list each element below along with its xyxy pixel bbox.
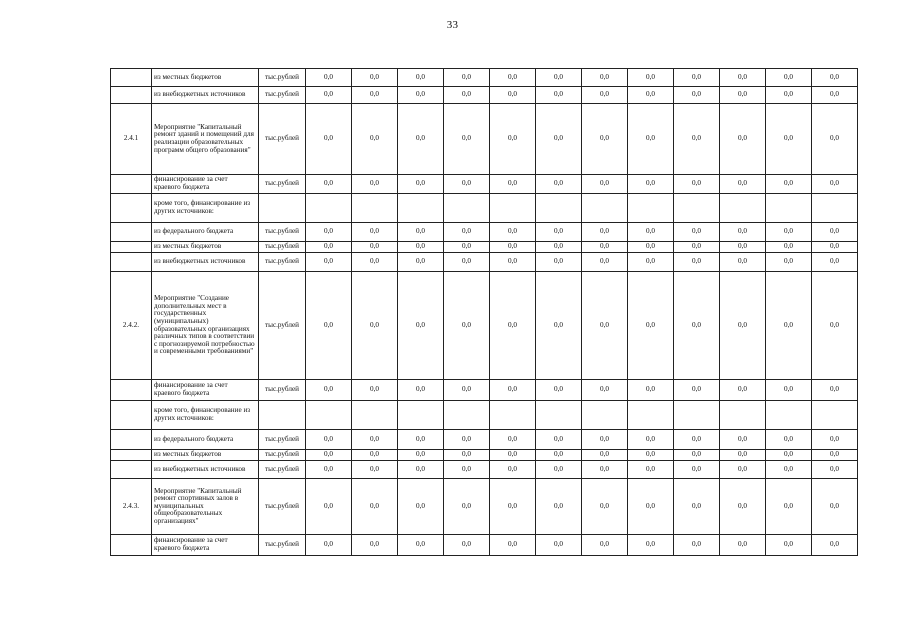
value-cell: 0,0 [766,535,812,556]
unit-cell: тыс.рублей [259,272,306,380]
value-cell: 0,0 [352,69,398,87]
value-cell: 0,0 [398,253,444,272]
unit-cell: тыс.рублей [259,87,306,104]
value-cell: 0,0 [720,430,766,450]
value-cell: 0,0 [490,450,536,461]
description-cell: Мероприятие "Капитальный ремонт зданий и помещений для реализации образовательных программ общего образования" [152,104,259,175]
value-cell: 0,0 [352,450,398,461]
value-cell: 0,0 [444,104,490,175]
value-cell: 0,0 [444,175,490,194]
value-cell: 0,0 [306,430,352,450]
value-cell: 0,0 [766,223,812,242]
unit-cell [259,401,306,430]
value-cell: 0,0 [720,450,766,461]
value-cell: 0,0 [306,69,352,87]
value-cell: 0,0 [766,272,812,380]
value-cell: 0,0 [536,69,582,87]
value-cell: 0,0 [720,242,766,253]
value-cell: 0,0 [628,104,674,175]
value-cell: 0,0 [306,380,352,401]
unit-cell: тыс.рублей [259,104,306,175]
value-cell [720,401,766,430]
value-cell: 0,0 [720,223,766,242]
row-number-cell [111,69,152,87]
value-cell: 0,0 [536,175,582,194]
value-cell: 0,0 [398,450,444,461]
table-row [111,401,858,430]
table-body [111,69,858,556]
value-cell: 0,0 [628,223,674,242]
value-cell: 0,0 [812,380,858,401]
value-cell [306,194,352,223]
value-cell: 0,0 [812,430,858,450]
value-cell: 0,0 [306,253,352,272]
value-cell: 0,0 [674,253,720,272]
unit-cell: тыс.рублей [259,430,306,450]
value-cell: 0,0 [444,253,490,272]
value-cell: 0,0 [766,380,812,401]
table-row [111,242,858,253]
value-cell: 0,0 [766,87,812,104]
row-number-cell: 2.4.1 [111,104,152,175]
value-cell [766,401,812,430]
value-cell: 0,0 [490,272,536,380]
value-cell: 0,0 [674,104,720,175]
value-cell: 0,0 [674,479,720,535]
value-cell [628,194,674,223]
value-cell [582,194,628,223]
value-cell [490,194,536,223]
unit-cell: тыс.рублей [259,450,306,461]
table-row [111,253,858,272]
unit-cell [259,194,306,223]
value-cell: 0,0 [490,69,536,87]
value-cell: 0,0 [398,87,444,104]
value-cell: 0,0 [490,223,536,242]
table-row [111,380,858,401]
value-cell: 0,0 [674,175,720,194]
value-cell: 0,0 [306,535,352,556]
unit-cell: тыс.рублей [259,223,306,242]
unit-cell: тыс.рублей [259,479,306,535]
value-cell: 0,0 [306,87,352,104]
value-cell: 0,0 [674,535,720,556]
value-cell: 0,0 [398,535,444,556]
value-cell: 0,0 [628,479,674,535]
value-cell: 0,0 [628,450,674,461]
value-cell: 0,0 [766,242,812,253]
value-cell: 0,0 [582,479,628,535]
value-cell: 0,0 [812,87,858,104]
value-cell: 0,0 [766,479,812,535]
value-cell: 0,0 [444,430,490,450]
description-cell: из местных бюджетов [152,450,259,461]
value-cell: 0,0 [444,69,490,87]
value-cell: 0,0 [444,461,490,479]
value-cell: 0,0 [352,479,398,535]
value-cell: 0,0 [536,87,582,104]
unit-cell: тыс.рублей [259,535,306,556]
value-cell: 0,0 [490,253,536,272]
value-cell: 0,0 [444,272,490,380]
value-cell: 0,0 [536,380,582,401]
value-cell: 0,0 [444,87,490,104]
unit-cell: тыс.рублей [259,242,306,253]
value-cell: 0,0 [352,535,398,556]
value-cell: 0,0 [490,535,536,556]
value-cell: 0,0 [490,87,536,104]
value-cell: 0,0 [628,461,674,479]
value-cell: 0,0 [490,461,536,479]
description-cell: из федерального бюджета [152,223,259,242]
value-cell: 0,0 [490,479,536,535]
value-cell: 0,0 [720,479,766,535]
row-number-cell [111,430,152,450]
value-cell: 0,0 [720,461,766,479]
value-cell [352,194,398,223]
value-cell: 0,0 [352,223,398,242]
value-cell [720,194,766,223]
value-cell: 0,0 [352,272,398,380]
row-number-cell [111,87,152,104]
value-cell: 0,0 [720,535,766,556]
description-cell: кроме того, финансирование из других источников: [152,194,259,223]
value-cell: 0,0 [352,104,398,175]
row-number-cell: 2.4.3. [111,479,152,535]
value-cell [444,194,490,223]
value-cell: 0,0 [720,175,766,194]
row-number-cell [111,401,152,430]
value-cell: 0,0 [582,380,628,401]
value-cell [582,401,628,430]
value-cell: 0,0 [720,104,766,175]
value-cell: 0,0 [766,461,812,479]
value-cell: 0,0 [674,242,720,253]
table-row [111,430,858,450]
value-cell: 0,0 [444,535,490,556]
table-row [111,69,858,87]
value-cell: 0,0 [812,272,858,380]
value-cell [444,401,490,430]
value-cell: 0,0 [444,450,490,461]
value-cell [536,401,582,430]
unit-cell: тыс.рублей [259,175,306,194]
value-cell: 0,0 [398,380,444,401]
value-cell: 0,0 [490,104,536,175]
value-cell: 0,0 [582,104,628,175]
value-cell: 0,0 [674,87,720,104]
value-cell [352,401,398,430]
value-cell: 0,0 [628,380,674,401]
value-cell: 0,0 [536,430,582,450]
value-cell: 0,0 [398,69,444,87]
value-cell: 0,0 [628,253,674,272]
value-cell: 0,0 [306,479,352,535]
value-cell: 0,0 [398,175,444,194]
description-cell: кроме того, финансирование из других источников: [152,401,259,430]
value-cell: 0,0 [582,535,628,556]
description-cell: Мероприятие "Капитальный ремонт спортивных залов в муниципальных общеобразовательных организациях" [152,479,259,535]
row-number-cell [111,242,152,253]
value-cell: 0,0 [582,242,628,253]
table-row [111,175,858,194]
value-cell: 0,0 [444,479,490,535]
value-cell: 0,0 [628,242,674,253]
value-cell: 0,0 [352,430,398,450]
value-cell: 0,0 [674,223,720,242]
value-cell [674,401,720,430]
value-cell: 0,0 [812,535,858,556]
table-row [111,461,858,479]
value-cell: 0,0 [720,253,766,272]
value-cell: 0,0 [628,535,674,556]
value-cell: 0,0 [674,450,720,461]
description-cell: из федерального бюджета [152,430,259,450]
value-cell: 0,0 [582,223,628,242]
value-cell: 0,0 [490,380,536,401]
value-cell [628,401,674,430]
budget-table [110,68,858,556]
value-cell: 0,0 [720,87,766,104]
table-row [111,450,858,461]
value-cell: 0,0 [306,272,352,380]
description-cell: из внебюджетных источников [152,87,259,104]
value-cell: 0,0 [674,272,720,380]
value-cell: 0,0 [812,223,858,242]
value-cell: 0,0 [582,272,628,380]
value-cell: 0,0 [720,380,766,401]
value-cell [306,401,352,430]
value-cell: 0,0 [812,450,858,461]
table-row [111,535,858,556]
unit-cell: тыс.рублей [259,69,306,87]
value-cell: 0,0 [766,450,812,461]
value-cell: 0,0 [720,272,766,380]
value-cell [398,401,444,430]
value-cell: 0,0 [306,450,352,461]
value-cell: 0,0 [766,104,812,175]
value-cell: 0,0 [536,450,582,461]
value-cell: 0,0 [536,461,582,479]
value-cell: 0,0 [444,242,490,253]
value-cell: 0,0 [536,272,582,380]
value-cell: 0,0 [628,272,674,380]
value-cell: 0,0 [306,242,352,253]
value-cell: 0,0 [582,450,628,461]
value-cell: 0,0 [398,104,444,175]
value-cell: 0,0 [766,253,812,272]
value-cell: 0,0 [812,253,858,272]
row-number-cell [111,450,152,461]
value-cell: 0,0 [628,69,674,87]
value-cell: 0,0 [490,242,536,253]
value-cell: 0,0 [582,461,628,479]
table-row [111,272,858,380]
value-cell: 0,0 [720,69,766,87]
row-number-cell [111,194,152,223]
value-cell: 0,0 [398,461,444,479]
value-cell: 0,0 [398,242,444,253]
value-cell: 0,0 [398,272,444,380]
row-number-cell [111,461,152,479]
value-cell: 0,0 [352,253,398,272]
value-cell [398,194,444,223]
value-cell: 0,0 [536,253,582,272]
description-cell: Мероприятие "Создание дополнительных мест в государственных (муниципальных) образовательных организациях различных типов в соответствии с прогнозируемой потребностью и современными требованиями" [152,272,259,380]
value-cell: 0,0 [306,461,352,479]
table-row [111,479,858,535]
value-cell: 0,0 [812,461,858,479]
value-cell: 0,0 [812,479,858,535]
value-cell: 0,0 [536,104,582,175]
value-cell: 0,0 [352,87,398,104]
value-cell: 0,0 [352,461,398,479]
value-cell: 0,0 [582,87,628,104]
description-cell: финансирование за счет краевого бюджета [152,535,259,556]
description-cell: из местных бюджетов [152,242,259,253]
value-cell: 0,0 [490,175,536,194]
value-cell: 0,0 [628,87,674,104]
value-cell [766,194,812,223]
value-cell: 0,0 [582,430,628,450]
description-cell: из внебюджетных источников [152,461,259,479]
value-cell: 0,0 [306,104,352,175]
table-row [111,87,858,104]
table-row [111,194,858,223]
value-cell: 0,0 [306,223,352,242]
value-cell: 0,0 [352,380,398,401]
description-cell: из внебюджетных источников [152,253,259,272]
value-cell: 0,0 [444,223,490,242]
value-cell: 0,0 [766,175,812,194]
description-cell: финансирование за счет краевого бюджета [152,380,259,401]
unit-cell: тыс.рублей [259,380,306,401]
value-cell: 0,0 [674,430,720,450]
description-cell: финансирование за счет краевого бюджета [152,175,259,194]
value-cell: 0,0 [490,430,536,450]
value-cell [812,194,858,223]
value-cell: 0,0 [766,430,812,450]
description-cell: из местных бюджетов [152,69,259,87]
value-cell [536,194,582,223]
value-cell [812,401,858,430]
value-cell: 0,0 [352,242,398,253]
value-cell: 0,0 [536,535,582,556]
value-cell: 0,0 [536,223,582,242]
value-cell [490,401,536,430]
value-cell: 0,0 [812,69,858,87]
row-number-cell [111,253,152,272]
value-cell: 0,0 [766,69,812,87]
value-cell: 0,0 [628,430,674,450]
row-number-cell [111,380,152,401]
value-cell: 0,0 [674,461,720,479]
row-number-cell [111,535,152,556]
row-number-cell: 2.4.2. [111,272,152,380]
value-cell: 0,0 [582,69,628,87]
value-cell: 0,0 [674,380,720,401]
value-cell: 0,0 [628,175,674,194]
row-number-cell [111,223,152,242]
value-cell: 0,0 [352,175,398,194]
value-cell: 0,0 [674,69,720,87]
value-cell: 0,0 [536,242,582,253]
unit-cell: тыс.рублей [259,253,306,272]
row-number-cell [111,175,152,194]
table-row [111,223,858,242]
value-cell: 0,0 [536,479,582,535]
value-cell: 0,0 [582,253,628,272]
unit-cell: тыс.рублей [259,461,306,479]
value-cell: 0,0 [306,175,352,194]
value-cell: 0,0 [398,430,444,450]
value-cell: 0,0 [812,242,858,253]
page-number: 33 [446,19,459,31]
value-cell: 0,0 [812,104,858,175]
value-cell: 0,0 [812,175,858,194]
value-cell: 0,0 [398,479,444,535]
value-cell: 0,0 [582,175,628,194]
value-cell [674,194,720,223]
value-cell: 0,0 [398,223,444,242]
table-row [111,104,858,175]
value-cell: 0,0 [444,380,490,401]
